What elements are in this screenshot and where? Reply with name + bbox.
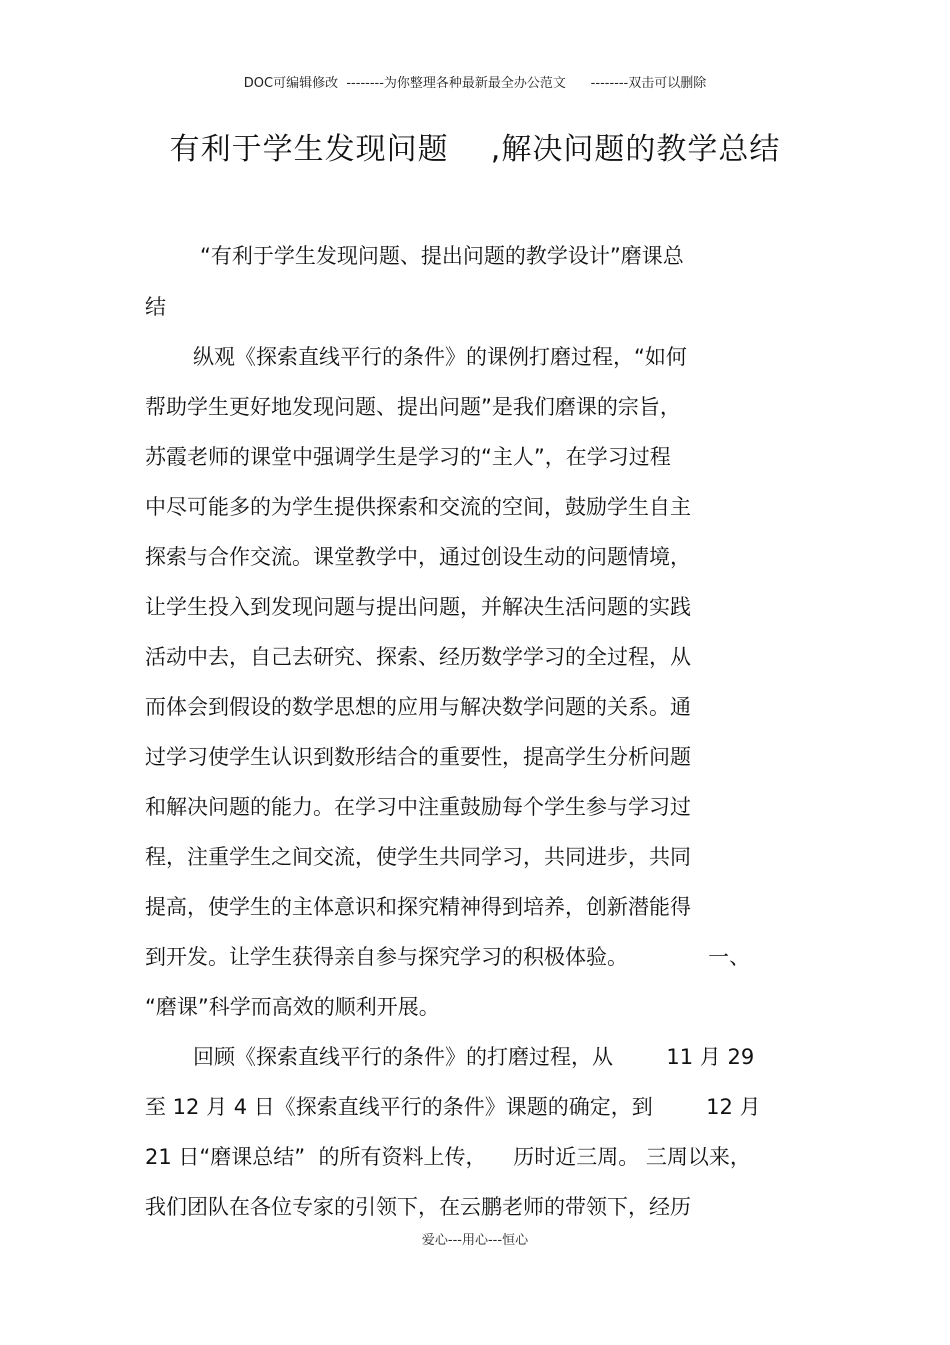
body-line: 21 日“磨课总结” 的所有资料上传， 历时近三周。 三周以来， — [145, 1145, 751, 1169]
body-line: 苏霞老师的课堂中强调学生是学习的“主人”，在学习过程 — [145, 445, 671, 469]
body-line: “磨课”科学而高效的顺利开展。 — [145, 995, 440, 1019]
page-footer-text: 爱心---用心---恒心 — [421, 1233, 529, 1248]
body-line: 和解决问题的能力。在学习中注重鼓励每个学生参与学习过 — [145, 795, 691, 819]
body-line: 纵观《探索直线平行的条件》的课例打磨过程，“如何 — [193, 345, 687, 369]
body-line: 至 12 月 4 日《探索直线平行的条件》课题的确定，到 12 月 — [145, 1095, 761, 1119]
document-title: 有利于学生发现问题 ,解决问题的教学总结 — [169, 132, 781, 167]
body-line: 中尽可能多的为学生提供探索和交流的空间，鼓励学生自主 — [145, 495, 691, 519]
body-line: 提高，使学生的主体意识和探究精神得到培养，创新潜能得 — [145, 895, 691, 919]
body-line: 我们团队在各位专家的引领下，在云鹏老师的带领下，经历 — [145, 1195, 691, 1219]
body-line: 到开发。让学生获得亲自参与探究学习的积极体验。 一、 — [145, 945, 751, 969]
body-line: 让学生投入到发现问题与提出问题，并解决生活问题的实践 — [145, 595, 691, 619]
body-line: 程，注重学生之间交流，使学生共同学习，共同进步，共同 — [145, 845, 691, 869]
body-line: 活动中去，自己去研究、探索、经历数学学习的全过程，从 — [145, 645, 691, 669]
body-line: 结 — [145, 295, 166, 319]
body-line: 帮助学生更好地发现问题、提出问题”是我们磨课的宗旨， — [145, 395, 681, 419]
body-line: 而体会到假设的数学思想的应用与解决数学问题的关系。通 — [145, 695, 691, 719]
body-line: “有利于学生发现问题、提出问题的教学设计”磨课总 — [200, 244, 684, 268]
body-line: 过学习使学生认识到数形结合的重要性，提高学生分析问题 — [145, 745, 691, 769]
page-header-text: DOC可编辑修改 --------为你整理各种最新最全办公范文 --------双击可以删除 — [243, 76, 707, 91]
body-line: 回顾《探索直线平行的条件》的打磨过程，从 11 月 29 — [193, 1045, 755, 1069]
body-line: 探索与合作交流。课堂教学中，通过创设生动的问题情境， — [145, 545, 691, 569]
